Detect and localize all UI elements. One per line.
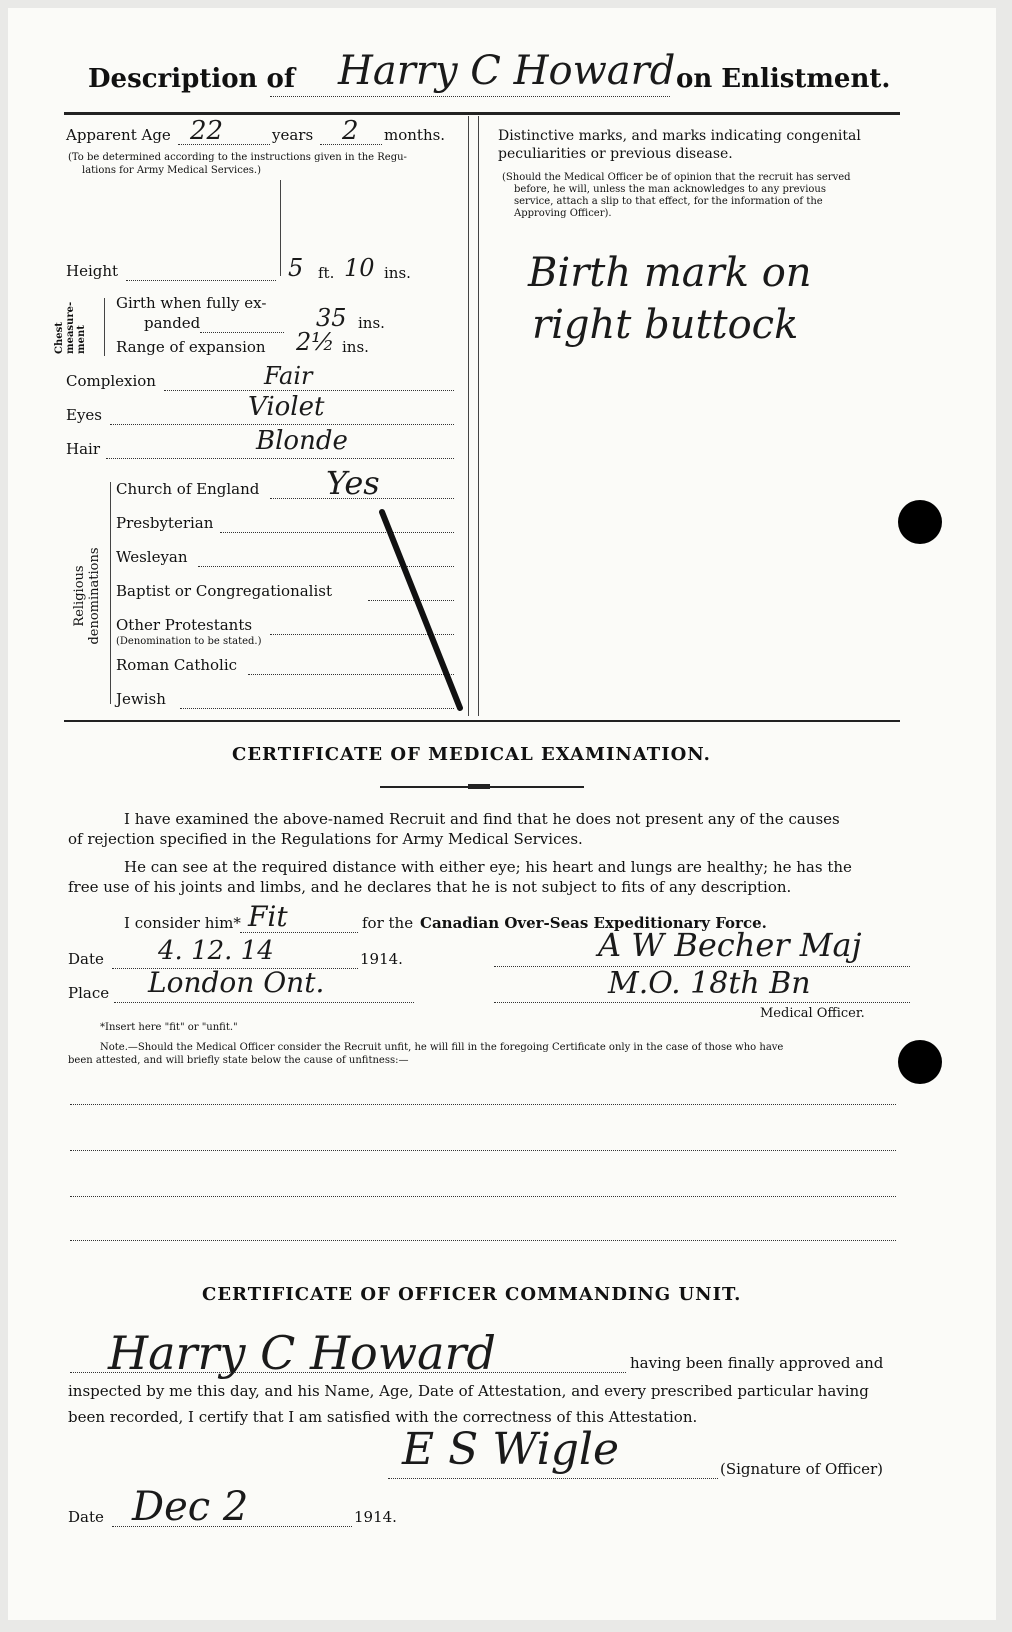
religion-church-of-england: Church of England [116,480,260,498]
distinctive-note-line4: Approving Officer). [514,208,612,219]
signature-of-officer-label: (Signature of Officer) [720,1460,884,1478]
range-of-expansion-label: Range of expansion [116,338,266,356]
commanding-line3: been recorded, I certify that I am satisfied with the correctness of this Attestation. [68,1408,698,1426]
commanding-line2: inspected by me this day, and his Name, Age, Date of Attestation, and every prescribed particular having [68,1382,869,1400]
medical-officer-unit: M.O. 18th Bn [608,966,811,1001]
distinctive-note-line2: before, he will, unless the man acknowledges to any previous [514,184,826,195]
distinctive-marks-handwritten-line2: right buttock [532,302,799,348]
medical-para2-line2: free use of his joints and limbs, and he declares that he is not subject to fits of any description. [68,878,792,896]
chest-brace [104,298,105,356]
heading-underline-mark [468,784,490,789]
signature-line [388,1478,718,1479]
column-divider-2 [478,116,479,716]
commanding-certificate-heading: CERTIFICATE OF OFFICER COMMANDING UNIT. [202,1284,742,1305]
distinctive-marks-handwritten-line1: Birth mark on [528,250,812,296]
punch-hole-top [898,500,942,544]
age-note-line1: (To be determined according to the instructions given in the Regu- [68,152,407,163]
religion-baptist: Baptist or Congregationalist [116,582,332,600]
religion-brace [110,482,111,704]
distinctive-marks-line2: peculiarities or previous disease. [498,146,733,162]
approved-line-tail: having been finally approved and [630,1354,884,1372]
ft-label: ft. [318,264,335,282]
girth-ins-label: ins. [358,314,385,332]
for-the-label: for the [362,914,414,932]
medical-certificate-heading: CERTIFICATE OF MEDICAL EXAMINATION. [232,744,711,765]
girth-line [200,332,284,333]
girth-label-2: panded [144,314,201,332]
title-prefix: Description of [88,64,296,94]
commanding-name-handwritten: Harry C Howard [108,1326,496,1380]
girth-handwritten: 35 [316,304,347,332]
height-in-handwritten: 10 [344,254,375,282]
unfitness-line-3 [70,1196,896,1197]
age-months-handwritten: 2 [342,116,359,146]
eyes-label: Eyes [66,406,102,424]
height-ins-label: ins. [384,264,411,282]
church-of-england-handwritten: Yes [326,464,380,502]
commanding-date-handwritten: Dec 2 [132,1484,249,1530]
age-years-handwritten: 22 [190,116,224,146]
complexion-label: Complexion [66,372,156,390]
place-handwritten: London Ont. [148,966,325,999]
medical-officer-signature: A W Becher Maj [598,926,862,964]
enlistment-form-page [8,8,996,1620]
religion-roman-catholic: Roman Catholic [116,656,238,674]
medical-year-label: 1914. [360,950,403,968]
religion-wesleyan: Wesleyan [116,548,188,566]
name-dotted-line [270,96,670,97]
unfitness-line-2 [70,1150,896,1151]
medical-para2-line1: He can see at the required distance with either eye; his heart and lungs are healthy; he has the [124,858,852,876]
unfit-note-line1: Note.—Should the Medical Officer consider the Recruit unfit, he will fill in the foregoing Certificate only in the case of those who have [100,1042,784,1053]
fit-handwritten: Fit [248,900,288,933]
other-protestants-note: (Denomination to be stated.) [116,636,262,647]
complexion-handwritten: Fair [264,362,313,390]
religion-other-protestants: Other Protestants [116,616,253,634]
medical-officer-line-2 [494,1002,910,1003]
hair-handwritten: Blonde [256,426,348,456]
place-line [114,1002,414,1003]
eyes-handwritten: Violet [248,392,325,422]
recruit-name-handwritten: Harry C Howard [338,48,676,94]
religious-denominations-label: Religious denominations [72,547,102,645]
religion-strike-line [378,508,468,718]
hair-label: Hair [66,440,100,458]
header-rule [64,112,900,115]
section-rule [64,720,900,722]
medical-date-handwritten: 4. 12. 14 [158,936,274,966]
title-suffix: on Enlistment. [676,64,891,94]
apparent-age-label: Apparent Age [66,126,171,144]
distinctive-note-line1: (Should the Medical Officer be of opinion that the recruit has served [502,172,851,183]
commanding-date-label: Date [68,1508,104,1526]
force-label: Canadian Over-Seas Expeditionary Force. [420,914,767,932]
punch-hole-bottom [898,1040,942,1084]
distinctive-marks-line1: Distinctive marks, and marks indicating congenital [498,128,861,144]
commanding-year-label: 1914. [354,1508,397,1526]
consider-him-label: I consider him* [124,914,241,932]
age-bracket-line [280,180,281,276]
column-divider [468,116,469,716]
height-ft-handwritten: 5 [288,254,304,282]
medical-para1-line1: I have examined the above-named Recruit and find that he does not present any of the causes [124,810,840,828]
medical-officer-label: Medical Officer. [760,1006,865,1021]
range-handwritten: 2½ [296,328,335,356]
hair-line [106,458,454,459]
months-label: months. [384,126,446,144]
commanding-officer-signature: E S Wigle [402,1424,620,1475]
height-label: Height [66,262,119,280]
eyes-line [110,424,454,425]
medical-para1-line2: of rejection specified in the Regulations for Army Medical Services. [68,830,583,848]
place-label: Place [68,984,110,1002]
unfitness-line-1 [70,1104,896,1105]
complexion-line [164,390,454,391]
unfit-note-line2: been attested, and will briefly state below the cause of unfitness:— [68,1055,409,1066]
years-label: years [272,126,314,144]
age-note-line2: lations for Army Medical Services.) [82,165,261,176]
insert-fit-note: *Insert here "fit" or "unfit." [100,1022,238,1033]
chest-measurement-label: Chest measure-ment [54,301,87,354]
range-ins-label: ins. [342,338,369,356]
height-lead-line [126,280,276,281]
distinctive-note-line3: service, attach a slip to that effect, for the information of the [514,196,823,207]
girth-label-1: Girth when fully ex- [116,294,267,312]
religion-presbyterian: Presbyterian [116,514,214,532]
unfitness-line-4 [70,1240,896,1241]
religion-jewish: Jewish [116,690,166,708]
medical-date-label: Date [68,950,104,968]
